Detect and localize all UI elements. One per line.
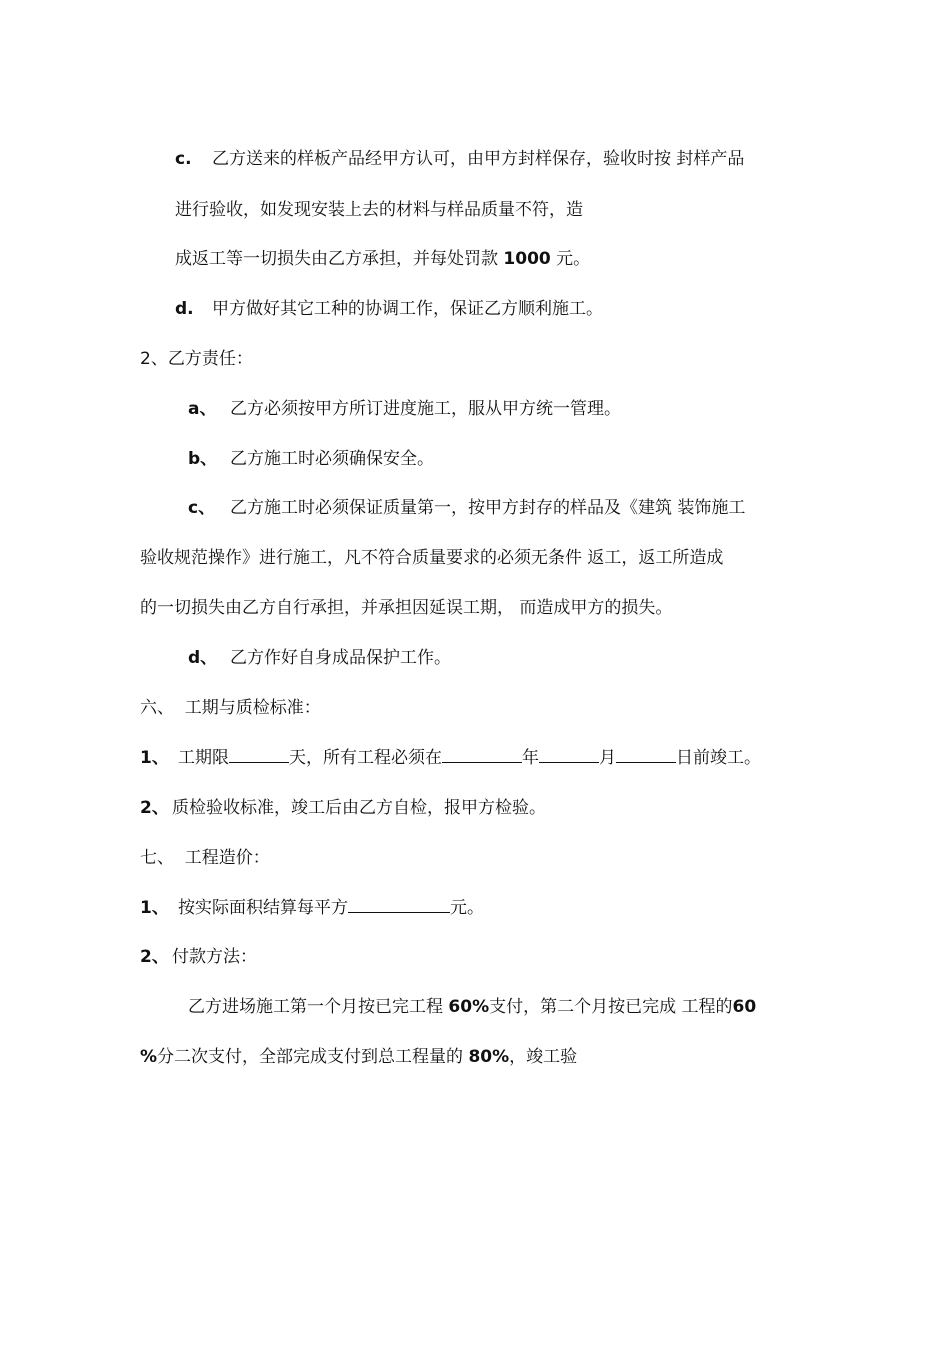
item-d-line	[175, 297, 603, 321]
duration-days-blank[interactable]	[229, 746, 289, 763]
section-2-item-b	[188, 447, 434, 471]
completion-day-blank[interactable]	[616, 746, 676, 763]
unit-price-label: 按实际面积结算每平方	[178, 898, 348, 918]
completion-label: 天，所有工程必须在	[289, 748, 442, 768]
section-2-heading: 2、乙方责任：	[140, 349, 253, 369]
payment-method-label: 付款方法：	[172, 947, 257, 967]
payment-line-2	[140, 1045, 577, 1069]
item-c2-text-1: 乙方施工时必须保证质量第一，按甲方封存的样品及《建筑 装饰施工	[230, 498, 746, 518]
completion-year-blank[interactable]	[442, 746, 522, 763]
section-2-item-c-line-1	[188, 496, 745, 520]
s7-item-2-marker: 2、	[140, 947, 169, 967]
month-label: 月	[599, 748, 616, 768]
section-6-heading: 六、 工期与质检标准：	[140, 698, 321, 718]
penalty-amount: 1000	[503, 249, 551, 269]
section-7-item-2	[140, 945, 257, 969]
payment-percent-sign: %	[140, 1047, 158, 1067]
s7-item-1-marker: 1、	[140, 898, 169, 918]
s6-item-2-text: 质检验收标准，竣工后由乙方自检，报甲方检验。	[172, 798, 546, 818]
section-7-item-1	[140, 896, 484, 920]
item-b-text: 乙方施工时必须确保安全。	[230, 449, 434, 469]
item-c-line-2: 进行验收，如发现安装上去的材料与样品质量不符，造	[175, 200, 583, 220]
s6-item-1-marker: 1、	[140, 748, 169, 768]
item-a-marker: a、	[188, 399, 217, 419]
section-6-item-2	[140, 796, 546, 820]
item-d2-text: 乙方作好自身成品保护工作。	[230, 648, 451, 668]
payment-text-3: 分二次支付，全部完成支付到总工程量的	[157, 1047, 464, 1067]
day-label: 日前竣工。	[676, 748, 761, 768]
section-2-item-c-line-2: 验收规范操作》进行施工，凡不符合质量要求的必须无条件 返工，返工所造成	[140, 548, 724, 568]
item-b-marker: b、	[188, 449, 218, 469]
item-c2-marker: c、	[188, 498, 216, 518]
payment-line-1	[188, 995, 756, 1019]
penalty-unit: 元。	[556, 249, 591, 269]
duration-label: 工期限	[178, 748, 229, 768]
unit-price-blank[interactable]	[348, 896, 450, 913]
payment-text-2: 支付，第二个月按已完成 工程的	[489, 997, 733, 1017]
item-d2-marker: d、	[188, 648, 218, 668]
item-c-text-3: 成返工等一切损失由乙方承担，并每处罚款	[175, 249, 498, 269]
section-2-item-c-line-3: 的一切损失由乙方自行承担，并承担因延误工期， 而造成甲方的损失。	[140, 598, 673, 618]
section-2-item-a	[188, 397, 621, 421]
payment-pct-80: 80%	[468, 1047, 510, 1067]
payment-pct-60: 60%	[448, 997, 490, 1017]
unit-price-suffix: 元。	[450, 898, 484, 918]
payment-pct-60-b: 60	[732, 997, 757, 1017]
year-label: 年	[522, 748, 539, 768]
item-c-line-1	[175, 147, 744, 171]
item-a-text: 乙方必须按甲方所订进度施工，服从甲方统一管理。	[230, 399, 621, 419]
section-7-heading: 七、 工程造价：	[140, 848, 270, 868]
item-c-marker: c.	[175, 149, 192, 169]
item-c-text-1: 乙方送来的样板产品经甲方认可，由甲方封样保存，验收时按 封样产品	[212, 149, 745, 169]
item-d-text: 甲方做好其它工种的协调工作，保证乙方顺利施工。	[212, 299, 603, 319]
item-c-line-3	[175, 247, 590, 271]
completion-month-blank[interactable]	[539, 746, 599, 763]
payment-text-4: ，竣工验	[509, 1047, 578, 1067]
section-2-item-d	[188, 646, 451, 670]
item-d-marker: d.	[175, 299, 194, 319]
s6-item-2-marker: 2、	[140, 798, 169, 818]
payment-text-1: 乙方进场施工第一个月按已完工程	[188, 997, 443, 1017]
section-6-item-1	[140, 746, 761, 770]
